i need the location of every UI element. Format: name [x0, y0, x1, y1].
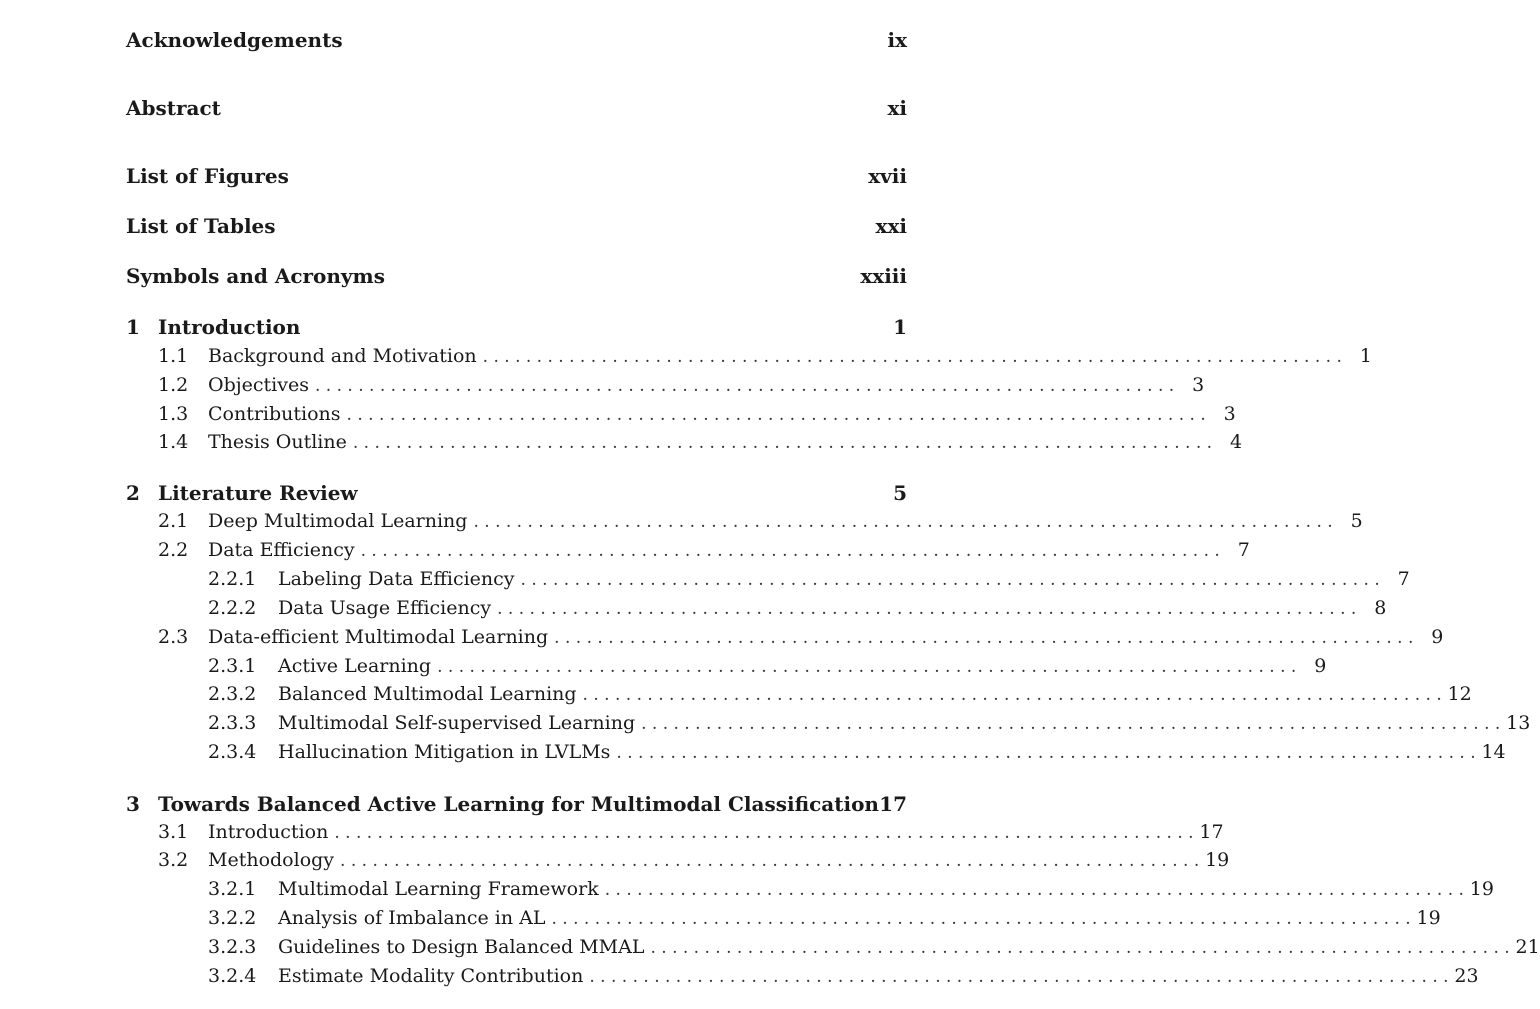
subsection-number: 2.2.2 — [208, 597, 257, 619]
chapter-title: Literature Review — [158, 481, 358, 505]
section-title: Thesis Outline — [208, 431, 347, 453]
subsection-page: 8 — [1374, 597, 1387, 619]
toc-subsection-3-2-4[interactable] — [126, 965, 1479, 993]
toc-entry-list-of-tables[interactable] — [126, 214, 907, 242]
subsection-title: Estimate Modality Contribution — [278, 965, 584, 987]
subsection-page: 7 — [1397, 568, 1410, 590]
toc-subsection-2-2-1[interactable] — [126, 568, 1410, 596]
subsection-page: 19 — [1469, 878, 1494, 900]
section-number: 2.3 — [158, 626, 189, 648]
toc-section-1-3[interactable] — [126, 403, 1236, 431]
chapter-number: 1 — [126, 315, 140, 339]
chapter-page: 1 — [893, 315, 907, 339]
subsection-number: 3.2.3 — [208, 936, 257, 958]
chapter-title: Towards Balanced Active Learning for Multimodal Classification — [158, 792, 879, 816]
subsection-title: Analysis of Imbalance in AL — [278, 907, 546, 929]
entry-title: Symbols and Acronyms — [126, 264, 385, 288]
subsection-title: Active Learning — [278, 655, 432, 677]
dot-leader: . . . . . . . . . . . . . . . . . . . . . . . . . . . . . . . . . . . . . . . . . . . . . . . . . . . . . . . . . . . . . . . . . . . . . . . . . . . . . . . . — [340, 851, 1200, 871]
subsection-number: 2.3.2 — [208, 683, 257, 705]
section-title: Data-efficient Multimodal Learning — [208, 626, 549, 648]
toc-entry-symbols-and-acronyms[interactable] — [126, 264, 907, 292]
section-title: Deep Multimodal Learning — [208, 510, 468, 532]
section-page: 17 — [1199, 821, 1224, 843]
toc-subsection-3-2-3[interactable] — [126, 936, 1540, 964]
entry-page: xi — [887, 96, 907, 120]
toc-chapter-2[interactable] — [126, 481, 907, 509]
section-title: Objectives — [208, 374, 309, 396]
section-title: Background and Motivation — [208, 345, 477, 367]
dot-leader: . . . . . . . . . . . . . . . . . . . . . . . . . . . . . . . . . . . . . . . . . . . . . . . . . . . . . . . . . . . . . . . . . . . . . . . . . . . . . . . . — [551, 909, 1411, 929]
subsection-title: Multimodal Learning Framework — [278, 878, 599, 900]
section-number: 3.1 — [158, 821, 189, 843]
dot-leader: . . . . . . . . . . . . . . . . . . . . . . . . . . . . . . . . . . . . . . . . . . . . . . . . . . . . . . . . . . . . . . . . . . . . . . . . . . . . . . . . — [554, 628, 1414, 648]
subsection-title: Balanced Multimodal Learning — [278, 683, 577, 705]
section-title: Contributions — [208, 403, 341, 425]
section-number: 1.4 — [158, 431, 189, 453]
dot-leader: . . . . . . . . . . . . . . . . . . . . . . . . . . . . . . . . . . . . . . . . . . . . . . . . . . . . . . . . . . . . . . . . . . . . . . . . . . . . . . . . — [650, 938, 1510, 958]
toc-entry-abstract[interactable] — [126, 96, 907, 124]
subsection-number: 2.3.3 — [208, 712, 257, 734]
entry-title: List of Tables — [126, 214, 276, 238]
chapter-number: 2 — [126, 481, 140, 505]
dot-leader: . . . . . . . . . . . . . . . . . . . . . . . . . . . . . . . . . . . . . . . . . . . . . . . . . . . . . . . . . . . . . . . . . . . . . . . . . . . . . . . . — [604, 880, 1464, 900]
toc-chapter-3[interactable] — [126, 792, 907, 820]
dot-leader: . . . . . . . . . . . . . . . . . . . . . . . . . . . . . . . . . . . . . . . . . . . . . . . . . . . . . . . . . . . . . . . . . . . . . . . . . . . . . . . . — [641, 714, 1501, 734]
toc-section-3-2[interactable] — [126, 849, 1230, 877]
section-number: 2.2 — [158, 539, 189, 561]
section-page: 19 — [1205, 849, 1230, 871]
subsection-number: 3.2.2 — [208, 907, 257, 929]
subsection-page: 9 — [1314, 655, 1327, 677]
toc-entry-acknowledgements[interactable] — [126, 28, 907, 56]
subsection-page: 13 — [1506, 712, 1531, 734]
section-number: 3.2 — [158, 849, 189, 871]
entry-page: xvii — [868, 164, 907, 188]
toc-section-3-1[interactable] — [126, 821, 1224, 849]
entry-page: xxi — [875, 214, 907, 238]
toc-subsection-2-2-2[interactable] — [126, 597, 1387, 625]
subsection-title: Data Usage Efficiency — [278, 597, 492, 619]
chapter-page: 17 — [879, 792, 907, 816]
toc-entry-list-of-figures[interactable] — [126, 164, 907, 192]
toc-chapter-1[interactable] — [126, 315, 907, 343]
subsection-page: 19 — [1416, 907, 1441, 929]
dot-leader: . . . . . . . . . . . . . . . . . . . . . . . . . . . . . . . . . . . . . . . . . . . . . . . . . . . . . . . . . . . . . . . . . . . . . . . . . . . . . . . . — [497, 599, 1357, 619]
subsection-title: Hallucination Mitigation in LVLMs — [278, 741, 611, 763]
dot-leader: . . . . . . . . . . . . . . . . . . . . . . . . . . . . . . . . . . . . . . . . . . . . . . . . . . . . . . . . . . . . . . . . . . . . . . . . . . . . . . . . — [616, 743, 1476, 763]
subsection-page: 12 — [1447, 683, 1472, 705]
toc-section-2-3[interactable] — [126, 626, 1444, 654]
toc-section-2-1[interactable] — [126, 510, 1363, 538]
entry-page: xxiii — [860, 264, 907, 288]
chapter-number: 3 — [126, 792, 140, 816]
toc-section-1-4[interactable] — [126, 431, 1243, 459]
dot-leader: . . . . . . . . . . . . . . . . . . . . . . . . . . . . . . . . . . . . . . . . . . . . . . . . . . . . . . . . . . . . . . . . . . . . . . . . . . . . . . . . — [334, 823, 1194, 843]
dot-leader: . . . . . . . . . . . . . . . . . . . . . . . . . . . . . . . . . . . . . . . . . . . . . . . . . . . . . . . . . . . . . . . . . . . . . . . . . . . . . . . . — [589, 967, 1449, 987]
toc-subsection-3-2-1[interactable] — [126, 878, 1494, 906]
entry-title: Acknowledgements — [126, 28, 343, 52]
subsection-title: Guidelines to Design Balanced MMAL — [278, 936, 645, 958]
chapter-title: Introduction — [158, 315, 301, 339]
subsection-number: 3.2.4 — [208, 965, 257, 987]
subsection-page: 23 — [1454, 965, 1479, 987]
section-page: 9 — [1431, 626, 1444, 648]
toc-section-1-1[interactable] — [126, 345, 1372, 373]
toc-subsection-2-3-4[interactable] — [126, 741, 1506, 769]
section-page: 4 — [1229, 431, 1243, 453]
toc-section-1-2[interactable] — [126, 374, 1205, 402]
dot-leader: . . . . . . . . . . . . . . . . . . . . . . . . . . . . . . . . . . . . . . . . . . . . . . . . . . . . . . . . . . . . . . . . . . . . . . . . . . . . . . . . — [314, 376, 1175, 396]
section-page: 5 — [1350, 510, 1363, 532]
section-number: 1.1 — [158, 345, 189, 367]
section-page: 3 — [1192, 374, 1205, 396]
section-number: 1.2 — [158, 374, 189, 396]
dot-leader: . . . . . . . . . . . . . . . . . . . . . . . . . . . . . . . . . . . . . . . . . . . . . . . . . . . . . . . . . . . . . . . . . . . . . . . . . . . . . . . . — [473, 512, 1333, 532]
entry-page: ix — [887, 28, 907, 52]
subsection-page: 21 — [1515, 936, 1540, 958]
subsection-number: 2.2.1 — [208, 568, 257, 590]
subsection-number: 2.3.1 — [208, 655, 257, 677]
section-number: 1.3 — [158, 403, 189, 425]
toc-subsection-2-3-2[interactable] — [126, 683, 1472, 711]
subsection-title: Labeling Data Efficiency — [278, 568, 515, 590]
section-title: Data Efficiency — [208, 539, 355, 561]
dot-leader: . . . . . . . . . . . . . . . . . . . . . . . . . . . . . . . . . . . . . . . . . . . . . . . . . . . . . . . . . . . . . . . . . . . . . . . . . . . . . . . . — [520, 570, 1380, 590]
section-number: 2.1 — [158, 510, 189, 532]
chapter-page: 5 — [893, 481, 907, 505]
section-title: Introduction — [208, 821, 329, 843]
dot-leader: . . . . . . . . . . . . . . . . . . . . . . . . . . . . . . . . . . . . . . . . . . . . . . . . . . . . . . . . . . . . . . . . . . . . . . . . . . . . . . . . — [482, 347, 1342, 367]
subsection-number: 2.3.4 — [208, 741, 257, 763]
subsection-title: Multimodal Self-supervised Learning — [278, 712, 636, 734]
dot-leader: . . . . . . . . . . . . . . . . . . . . . . . . . . . . . . . . . . . . . . . . . . . . . . . . . . . . . . . . . . . . . . . . . . . . . . . . . . . . . . . . — [360, 541, 1220, 561]
toc-subsection-2-3-1[interactable] — [126, 655, 1327, 683]
section-title: Methodology — [208, 849, 335, 871]
entry-title: Abstract — [126, 96, 221, 120]
dot-leader: . . . . . . . . . . . . . . . . . . . . . . . . . . . . . . . . . . . . . . . . . . . . . . . . . . . . . . . . . . . . . . . . . . . . . . . . . . . . . . . . — [582, 685, 1442, 705]
toc-subsection-2-3-3[interactable] — [126, 712, 1531, 740]
subsection-number: 3.2.1 — [208, 878, 257, 900]
dot-leader: . . . . . . . . . . . . . . . . . . . . . . . . . . . . . . . . . . . . . . . . . . . . . . . . . . . . . . . . . . . . . . . . . . . . . . . . . . . . . . . . — [352, 433, 1213, 453]
entry-title: List of Figures — [126, 164, 289, 188]
toc-section-2-2[interactable] — [126, 539, 1250, 567]
section-page: 7 — [1237, 539, 1250, 561]
subsection-page: 14 — [1481, 741, 1506, 763]
dot-leader: . . . . . . . . . . . . . . . . . . . . . . . . . . . . . . . . . . . . . . . . . . . . . . . . . . . . . . . . . . . . . . . . . . . . . . . . . . . . . . . . — [437, 657, 1297, 677]
toc-subsection-3-2-2[interactable] — [126, 907, 1441, 935]
dot-leader: . . . . . . . . . . . . . . . . . . . . . . . . . . . . . . . . . . . . . . . . . . . . . . . . . . . . . . . . . . . . . . . . . . . . . . . . . . . . . . . . — [346, 405, 1206, 425]
section-page: 3 — [1223, 403, 1236, 425]
section-page: 1 — [1359, 345, 1372, 367]
